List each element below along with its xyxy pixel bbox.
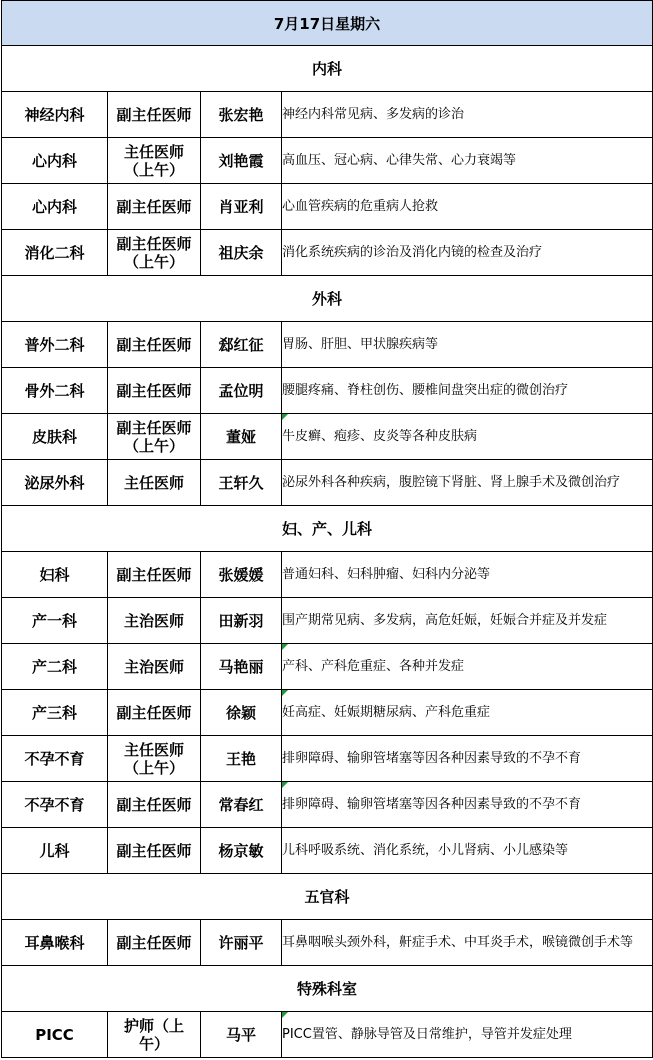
title-note: （上午） bbox=[123, 160, 184, 179]
title-cell bbox=[108, 322, 201, 368]
specialty-cell bbox=[282, 92, 653, 138]
title-text: 副主任医师 bbox=[116, 335, 192, 354]
doctor-row bbox=[2, 690, 653, 736]
doctor-row bbox=[2, 414, 653, 460]
title-note: （上午） bbox=[123, 436, 184, 455]
doctor-name-cell: 杨京敏 bbox=[201, 828, 282, 874]
department-cell: 神经内科 bbox=[2, 92, 108, 138]
specialty-cell bbox=[282, 782, 653, 828]
specialty-text: 排卵障碍、输卵管堵塞等因各种因素导致的不孕不育 bbox=[282, 750, 582, 766]
comment-marker-icon bbox=[282, 690, 288, 696]
comment-marker-icon bbox=[282, 1012, 288, 1018]
specialty-text: 围产期常见病、多发病，高危妊娠，妊娠合并症及并发症 bbox=[282, 612, 608, 628]
title-text: 副主任医师 bbox=[116, 418, 192, 437]
department-cell: 普外二科 bbox=[2, 322, 108, 368]
title-text: 护师（上 bbox=[123, 1016, 184, 1035]
doctor-name-cell: 常春红 bbox=[201, 782, 282, 828]
department-cell: 心内科 bbox=[2, 138, 108, 184]
section-header-row bbox=[2, 276, 653, 322]
department-cell: 耳鼻喉科 bbox=[2, 920, 108, 966]
section-header-row bbox=[2, 46, 653, 92]
title-cell bbox=[108, 598, 201, 644]
title-text: 副主任医师 bbox=[116, 105, 192, 124]
specialty-cell bbox=[282, 138, 653, 184]
specialty-text: 消化系统疾病的诊治及消化内镜的检查及治疗 bbox=[282, 244, 543, 260]
date-header-row bbox=[2, 1, 653, 46]
section-title: 内科 bbox=[2, 46, 653, 92]
title-text: 副主任医师 bbox=[116, 234, 192, 253]
title-cell bbox=[108, 828, 201, 874]
department-cell: 泌尿外科 bbox=[2, 460, 108, 506]
date-header: 7月17日星期六 bbox=[2, 1, 653, 46]
doctor-row bbox=[2, 92, 653, 138]
specialty-cell bbox=[282, 736, 653, 782]
title-text: 副主任医师 bbox=[116, 841, 192, 860]
doctor-row bbox=[2, 782, 653, 828]
doctor-name-cell: 刘艳霞 bbox=[201, 138, 282, 184]
doctor-row bbox=[2, 368, 653, 414]
specialty-text: 排卵障碍、输卵管堵塞等因各种因素导致的不孕不育 bbox=[282, 796, 582, 812]
title-text: 主治医师 bbox=[123, 657, 184, 676]
doctor-row bbox=[2, 828, 653, 874]
department-cell: 骨外二科 bbox=[2, 368, 108, 414]
specialty-text: 普通妇科、妇科肿瘤、妇科内分泌等 bbox=[282, 566, 491, 582]
doctor-name-cell: 王艳 bbox=[201, 736, 282, 782]
department-cell: 消化二科 bbox=[2, 230, 108, 276]
title-cell bbox=[108, 92, 201, 138]
specialty-cell bbox=[282, 368, 653, 414]
title-cell bbox=[108, 368, 201, 414]
specialty-text: 产科、产科危重症、各种并发症 bbox=[282, 658, 465, 674]
title-text: 主任医师 bbox=[123, 740, 184, 759]
title-text: 主治医师 bbox=[123, 611, 184, 630]
doctor-row bbox=[2, 1012, 653, 1058]
specialty-cell bbox=[282, 690, 653, 736]
title-cell bbox=[108, 414, 201, 460]
title-cell bbox=[108, 644, 201, 690]
department-cell: 不孕不育 bbox=[2, 736, 108, 782]
title-text: 副主任医师 bbox=[116, 197, 192, 216]
doctor-row bbox=[2, 138, 653, 184]
department-cell: 不孕不育 bbox=[2, 782, 108, 828]
specialty-text: PICC置管、静脉导管及日常维护，导管并发症处理 bbox=[282, 1026, 572, 1042]
section-title: 五官科 bbox=[2, 874, 653, 920]
doctor-row bbox=[2, 598, 653, 644]
specialty-text: 胃肠、肝胆、甲状腺疾病等 bbox=[282, 336, 439, 352]
department-cell: 产三科 bbox=[2, 690, 108, 736]
schedule-body bbox=[2, 1, 653, 1058]
doctor-name-cell: 马平 bbox=[201, 1012, 282, 1058]
specialty-cell bbox=[282, 598, 653, 644]
specialty-cell bbox=[282, 184, 653, 230]
specialty-cell bbox=[282, 828, 653, 874]
doctor-name-cell: 张媛媛 bbox=[201, 552, 282, 598]
doctor-name-cell: 肖亚利 bbox=[201, 184, 282, 230]
doctor-name-cell: 祖庆余 bbox=[201, 230, 282, 276]
comment-marker-icon bbox=[282, 782, 288, 788]
specialty-text: 腰腿疼痛、脊柱创伤、腰椎间盘突出症的微创治疗 bbox=[282, 382, 569, 398]
comment-marker-icon bbox=[282, 414, 288, 420]
doctor-row bbox=[2, 736, 653, 782]
doctor-name-cell: 郄红征 bbox=[201, 322, 282, 368]
specialty-cell bbox=[282, 460, 653, 506]
specialty-cell bbox=[282, 230, 653, 276]
title-cell bbox=[108, 184, 201, 230]
specialty-text: 神经内科常见病、多发病的诊治 bbox=[282, 106, 465, 122]
specialty-text: 高血压、冠心病、心律失常、心力衰竭等 bbox=[282, 152, 517, 168]
doctor-name-cell: 张宏艳 bbox=[201, 92, 282, 138]
specialty-text: 牛皮癣、疱疹、皮炎等各种皮肤病 bbox=[282, 428, 478, 444]
specialty-text: 儿科呼吸系统、消化系统，小儿肾病、小儿感染等 bbox=[282, 842, 569, 858]
specialty-cell bbox=[282, 920, 653, 966]
department-cell: 妇科 bbox=[2, 552, 108, 598]
specialty-cell bbox=[282, 322, 653, 368]
doctor-name-cell: 孟位明 bbox=[201, 368, 282, 414]
title-cell bbox=[108, 920, 201, 966]
title-note: 午） bbox=[138, 1034, 169, 1053]
specialty-cell bbox=[282, 552, 653, 598]
specialty-text: 耳鼻咽喉头颈外科，鼾症手术、中耳炎手术，喉镜微创手术等 bbox=[282, 934, 634, 950]
department-cell: 皮肤科 bbox=[2, 414, 108, 460]
section-header-row bbox=[2, 874, 653, 920]
doctor-row bbox=[2, 230, 653, 276]
specialty-text: 妊高症、妊娠期糖尿病、产科危重症 bbox=[282, 704, 491, 720]
title-cell bbox=[108, 552, 201, 598]
doctor-row bbox=[2, 644, 653, 690]
doctor-name-cell: 王轩久 bbox=[201, 460, 282, 506]
section-header-row bbox=[2, 506, 653, 552]
schedule-table bbox=[1, 0, 653, 1058]
title-text: 副主任医师 bbox=[116, 795, 192, 814]
department-cell: PICC bbox=[2, 1012, 108, 1058]
specialty-cell bbox=[282, 414, 653, 460]
title-cell bbox=[108, 230, 201, 276]
department-cell: 产二科 bbox=[2, 644, 108, 690]
comment-marker-icon bbox=[282, 644, 288, 650]
specialty-cell bbox=[282, 1012, 653, 1058]
doctor-row bbox=[2, 460, 653, 506]
title-note: （上午） bbox=[123, 758, 184, 777]
section-title: 外科 bbox=[2, 276, 653, 322]
title-note: （上午） bbox=[123, 252, 184, 271]
title-cell bbox=[108, 736, 201, 782]
doctor-name-cell: 田新羽 bbox=[201, 598, 282, 644]
title-text: 副主任医师 bbox=[116, 381, 192, 400]
section-title: 特殊科室 bbox=[2, 966, 653, 1012]
department-cell: 儿科 bbox=[2, 828, 108, 874]
title-cell bbox=[108, 1012, 201, 1058]
specialty-text: 心血管疾病的危重病人抢救 bbox=[282, 198, 439, 214]
title-cell bbox=[108, 138, 201, 184]
title-text: 副主任医师 bbox=[116, 703, 192, 722]
doctor-name-cell: 许丽平 bbox=[201, 920, 282, 966]
title-cell bbox=[108, 460, 201, 506]
title-cell bbox=[108, 782, 201, 828]
doctor-row bbox=[2, 552, 653, 598]
doctor-name-cell: 徐颖 bbox=[201, 690, 282, 736]
section-header-row bbox=[2, 966, 653, 1012]
title-text: 主任医师 bbox=[123, 142, 184, 161]
title-text: 副主任医师 bbox=[116, 933, 192, 952]
doctor-row bbox=[2, 920, 653, 966]
title-text: 副主任医师 bbox=[116, 565, 192, 584]
title-text: 主任医师 bbox=[123, 473, 184, 492]
specialty-cell bbox=[282, 644, 653, 690]
doctor-name-cell: 董娅 bbox=[201, 414, 282, 460]
title-cell bbox=[108, 690, 201, 736]
doctor-name-cell: 马艳丽 bbox=[201, 644, 282, 690]
section-title: 妇、产、儿科 bbox=[2, 506, 653, 552]
department-cell: 心内科 bbox=[2, 184, 108, 230]
department-cell: 产一科 bbox=[2, 598, 108, 644]
doctor-row bbox=[2, 322, 653, 368]
doctor-row bbox=[2, 184, 653, 230]
specialty-text: 泌尿外科各种疾病，腹腔镜下肾脏、肾上腺手术及微创治疗 bbox=[282, 474, 621, 490]
